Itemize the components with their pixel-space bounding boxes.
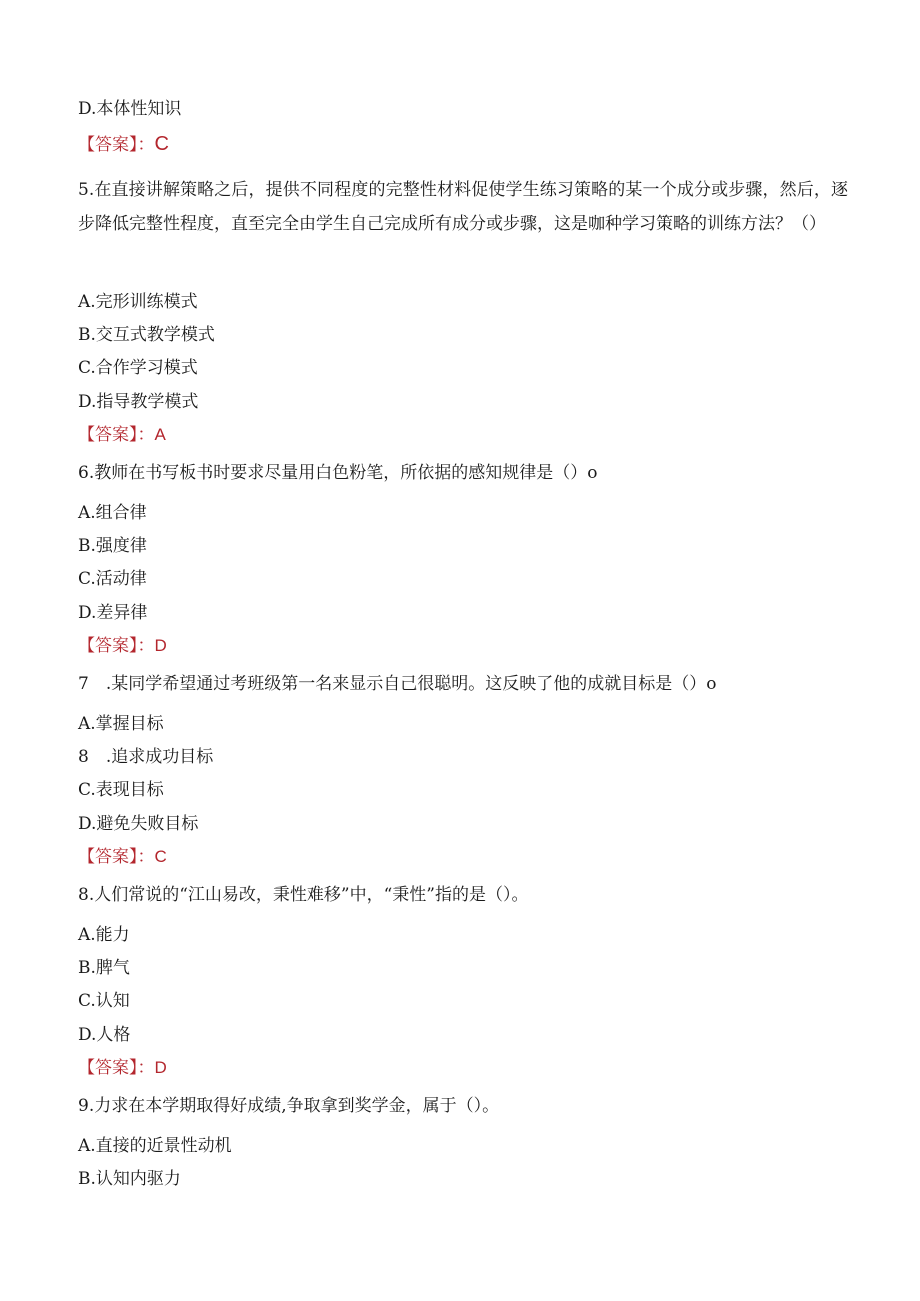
question-6: 6.教师在书写板书时要求尽量用白色粉笔，所依据的感知规律是（）o <box>78 463 598 483</box>
answer-label: 【答案】： <box>78 847 155 867</box>
q8-option-d: D.人格 <box>78 1025 131 1045</box>
answer-label: 【答案】： <box>78 425 155 445</box>
answer-6 <box>78 635 167 657</box>
question-5: 5.在直接讲解策略之后，提供不同程度的完整性材料促使学生练习策略的某一个成分或步骤，然后，逐步降低完整性程度，直至完全由学生自己完成所有成分或步骤，这是咖种学习策略的训练方法？（） <box>78 180 848 234</box>
answer-value: C <box>154 847 167 866</box>
q7-option-d: D.避免失败目标 <box>78 814 199 834</box>
q7-option-b: 8 .追求成功目标 <box>78 747 214 767</box>
q8-option-a: A.能力 <box>78 925 130 945</box>
q5-option-a: A.完形训练模式 <box>78 292 198 312</box>
answer-prev <box>78 133 169 156</box>
answer-value: A <box>154 425 166 444</box>
question-8: 8.人们常说的“江山易改，秉性难移”中，“秉性”指的是（）。 <box>78 885 529 905</box>
q5-option-b: B.交互式教学模式 <box>78 325 215 345</box>
answer-5 <box>78 424 166 446</box>
option-d-prev: D.本体性知识 <box>78 99 182 119</box>
question-7: 7 .某同学希望通过考班级第一名来显示自己很聪明。这反映了他的成就目标是（）o <box>78 674 717 694</box>
q6-option-c: C.活动律 <box>78 569 147 589</box>
q9-option-a: A.直接的近景性动机 <box>78 1136 232 1156</box>
answer-value: C <box>154 133 169 155</box>
answer-8 <box>78 1057 167 1079</box>
answer-7 <box>78 846 167 868</box>
q7-option-a: A.掌握目标 <box>78 714 164 734</box>
q8-option-c: C.认知 <box>78 991 130 1011</box>
answer-label: 【答案】： <box>78 135 155 155</box>
q9-option-b: B.认知内驱力 <box>78 1169 181 1189</box>
q6-option-a: A.组合律 <box>78 503 147 523</box>
answer-label: 【答案】： <box>78 636 155 656</box>
answer-value: D <box>154 636 167 655</box>
answer-value: D <box>154 1058 167 1077</box>
answer-label: 【答案】： <box>78 1058 155 1078</box>
q6-option-d: D.差异律 <box>78 603 148 623</box>
q5-option-c: C.合作学习模式 <box>78 358 198 378</box>
q6-option-b: B.强度律 <box>78 536 147 556</box>
q5-option-d: D.指导教学模式 <box>78 392 199 412</box>
q7-option-c: C.表现目标 <box>78 780 164 800</box>
question-9: 9.力求在本学期取得好成绩,争取拿到奖学金，属于（）。 <box>78 1096 500 1116</box>
q8-option-b: B.脾气 <box>78 958 130 978</box>
